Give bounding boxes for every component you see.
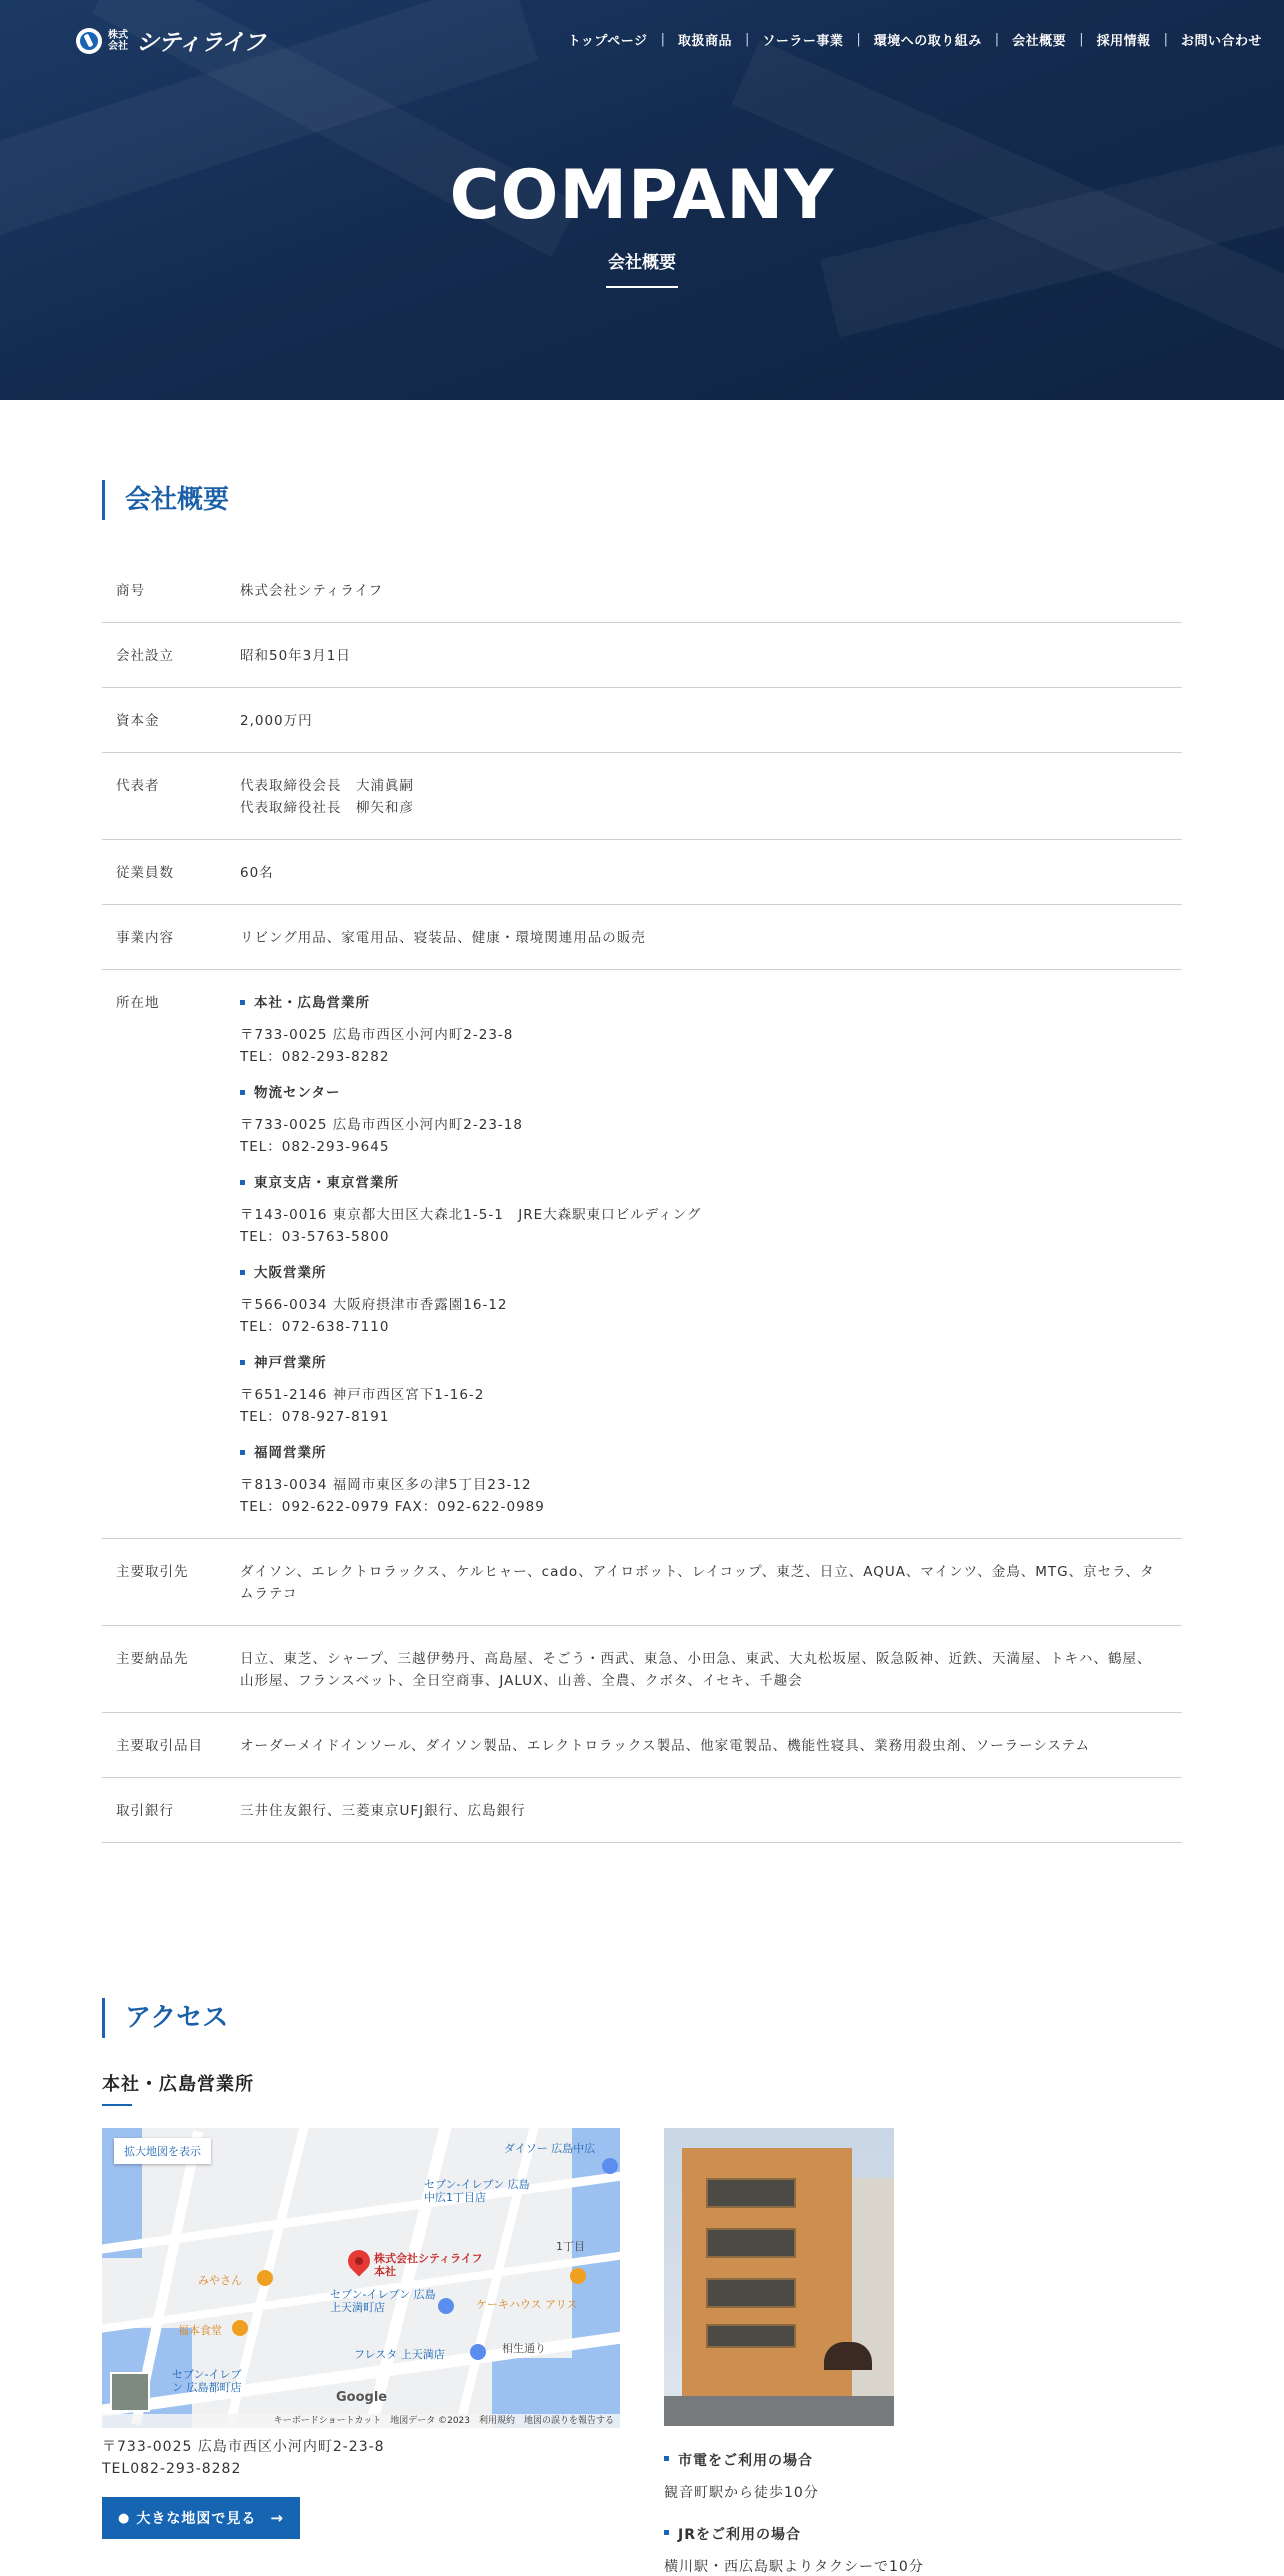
access-heading: アクセス [102, 1998, 228, 2038]
map-place-label: セブン-イレブン 広島上天満町店 [330, 2288, 436, 2314]
building-photo [664, 2128, 894, 2426]
office-address: 〒733-0025 広島市西区小河内町2-23-18 [240, 1117, 523, 1133]
row-label: 取引銀行 [116, 1803, 174, 1819]
satellite-toggle[interactable] [110, 2372, 150, 2412]
row-label: 代表者 [116, 778, 160, 794]
row-value [240, 992, 1182, 1518]
table-row [102, 623, 1182, 688]
logo-text: シティライフ [136, 30, 265, 56]
office-block [240, 992, 1162, 1068]
row-label: 商号 [116, 583, 145, 599]
row-text: 2,000万円 [240, 713, 313, 729]
office-tel: TEL：03-5763-5800 [240, 1229, 390, 1245]
shop-icon[interactable] [438, 2298, 454, 2314]
arrow-right-icon: → [270, 2509, 284, 2527]
access-tel-line: TEL082-293-8282 [102, 2461, 242, 2477]
embedded-map[interactable] [102, 2128, 620, 2428]
nav-products[interactable]: 取扱商品 [677, 34, 732, 49]
restaurant-icon[interactable] [257, 2270, 273, 2286]
nav-environment[interactable]: 環境への取り組み [873, 34, 982, 49]
photo-window [706, 2178, 796, 2208]
map-area-label: 1丁目 [556, 2240, 585, 2253]
logo-mark-icon [76, 28, 102, 54]
row-label: 主要取引品目 [116, 1738, 203, 1754]
photo-street [664, 2396, 894, 2426]
nav-separator: | [994, 32, 1000, 47]
nav-recruit[interactable]: 採用情報 [1096, 34, 1151, 49]
expand-map-button[interactable]: 拡大地図を表示 [114, 2138, 211, 2164]
row-value [240, 862, 1182, 884]
row-text: 代表取締役会長 大浦眞嗣 [240, 778, 414, 794]
row-text: 日立、東芝、シャープ、三越伊勢丹、高島屋、そごう・西武、東急、小田急、東武、大丸松坂屋、阪急阪神、近鉄、天満屋、トキハ、鶴屋、山形屋、フランスベット、全日空商事、JALUX、山善、全農、クボタ、イセキ、千趣会 [240, 1651, 1152, 1689]
row-text: 株式会社シティライフ [240, 583, 384, 599]
row-text: リビング用品、家電用品、寝装品、健康・環境関連用品の販売 [240, 930, 646, 946]
office-tel: TEL：092-622-0979 FAX：092-622-0989 [240, 1499, 545, 1515]
office-block [240, 1442, 1162, 1518]
nav-separator: | [856, 32, 861, 47]
shop-icon[interactable] [470, 2344, 486, 2360]
row-value [240, 775, 1182, 819]
photo-window [706, 2228, 796, 2258]
table-row [102, 905, 1182, 970]
row-text: オーダーメイドインソール、ダイソン製品、エレクトロラックス製品、他家電製品、機能性寝具、業務用殺虫剤、ソーラーシステム [240, 1738, 1090, 1754]
photo-awning [824, 2342, 872, 2370]
row-value [240, 1561, 1182, 1605]
hero-title: COMPANY [449, 156, 835, 235]
row-value [240, 1800, 1182, 1822]
map-road-label: 相生通り [502, 2342, 546, 2355]
hero-header [0, 0, 1284, 400]
site-logo[interactable] [76, 24, 265, 57]
restaurant-icon[interactable] [570, 2268, 586, 2284]
map-place-label: ケーキハウス アリス [476, 2298, 578, 2311]
office-address: 〒733-0025 広島市西区小河内町2-23-8 [240, 1027, 514, 1043]
row-label: 所在地 [116, 995, 160, 1011]
office-name: 東京支店・東京営業所 [240, 1172, 1162, 1194]
nav-company[interactable]: 会社概要 [1012, 34, 1067, 49]
nav-separator: | [1163, 32, 1168, 47]
row-text: 代表取締役社長 柳矢和彦 [240, 800, 414, 816]
table-row [102, 1626, 1182, 1713]
table-row [102, 558, 1182, 623]
map-place-label: ダイソー 広島中広 [504, 2142, 596, 2155]
office-block [240, 1172, 1162, 1248]
row-value [240, 710, 1182, 732]
map-place-label: みやさん [198, 2274, 242, 2287]
row-value [240, 1735, 1182, 1757]
office-block [240, 1352, 1162, 1428]
access-address-line: 〒733-0025 広島市西区小河内町2-23-8 [102, 2439, 385, 2455]
table-row [102, 1778, 1182, 1843]
access-address [102, 2436, 385, 2480]
row-text: ダイソン、エレクトロラックス、ケルヒャー、cado、アイロボット、レイコップ、東芝、日立、AQUA、マインツ、金鳥、MTG、京セラ、タムラテコ [240, 1564, 1155, 1602]
office-tel: TEL：078-927-8191 [240, 1409, 390, 1425]
global-nav [568, 30, 1262, 49]
row-label: 主要納品先 [116, 1651, 189, 1667]
table-row [102, 1539, 1182, 1626]
office-name: 本社・広島営業所 [240, 992, 1162, 1014]
map-place-label: フレスタ 上天満店 [354, 2348, 445, 2361]
row-value [240, 1648, 1182, 1692]
nav-solar[interactable]: ソーラー事業 [762, 34, 844, 49]
nav-separator: | [1079, 32, 1084, 47]
access-title-underline [102, 2104, 132, 2106]
transport-text: 横川駅・西広島駅よりタクシーで10分 [664, 2559, 924, 2575]
row-value [240, 645, 1182, 667]
office-name: 神戸営業所 [240, 1352, 1162, 1374]
map-place-label: 福本食堂 [178, 2324, 222, 2337]
row-text: 60名 [240, 865, 274, 881]
row-text: 昭和50年3月1日 [240, 648, 351, 664]
google-logo: Google [336, 2390, 388, 2405]
table-row-locations [102, 970, 1182, 1539]
table-row [102, 840, 1182, 905]
row-label: 事業内容 [116, 930, 174, 946]
logo-company-type: 株式会社 [108, 29, 128, 52]
hero-underline [606, 286, 678, 288]
office-address: 〒813-0034 福岡市東区多の津5丁目23-12 [240, 1477, 532, 1493]
office-tel: TEL：082-293-8282 [240, 1049, 390, 1065]
office-address: 〒566-0034 大阪府摂津市香露園16-12 [240, 1297, 508, 1313]
office-tel: TEL：072-638-7110 [240, 1319, 390, 1335]
big-map-button[interactable] [102, 2497, 300, 2539]
big-map-button-label: 大きな地図で見る [136, 2511, 257, 2527]
row-text: 三井住友銀行、三菱東京UFJ銀行、広島銀行 [240, 1803, 526, 1819]
location-pin-icon[interactable] [343, 2245, 374, 2276]
nav-top[interactable]: トップページ [567, 34, 648, 49]
row-label: 会社設立 [116, 648, 174, 664]
overview-heading: 会社概要 [102, 480, 229, 520]
office-address: 〒651-2146 神戸市西区宮下1-16-2 [240, 1387, 485, 1403]
row-label: 資本金 [116, 713, 160, 729]
hero-subtitle: 会社概要 [608, 253, 676, 273]
row-value [240, 927, 1182, 949]
nav-separator: | [660, 32, 665, 47]
map-place-label: セブン-イレブン 広島都町店 [172, 2368, 242, 2394]
table-row [102, 753, 1182, 840]
office-tel: TEL：082-293-9645 [240, 1139, 390, 1155]
map-place-label: セブン-イレブン 広島中広1丁目店 [424, 2178, 530, 2204]
office-name: 物流センター [240, 1082, 1162, 1104]
table-row [102, 1713, 1182, 1778]
restaurant-icon[interactable] [232, 2320, 248, 2336]
office-name: 大阪営業所 [240, 1262, 1162, 1284]
row-label: 従業員数 [116, 865, 174, 881]
office-address: 〒143-0016 東京都大田区大森北1-5-1 JRE大森駅東口ビルディング [240, 1207, 702, 1223]
map-footer[interactable]: キーボードショートカット 地図データ ©2023 利用規約 地図の誤りを報告する [102, 2414, 620, 2428]
access-office-title: 本社・広島営業所 [102, 2074, 254, 2095]
transport-title: 市電をご利用の場合 [664, 2450, 813, 2470]
photo-neighbor-building [852, 2178, 894, 2408]
nav-contact[interactable]: お問い合わせ [1180, 34, 1262, 49]
shop-icon[interactable] [602, 2158, 618, 2174]
transport-text: 観音町駅から徒歩10分 [664, 2485, 819, 2501]
nav-separator: | [744, 32, 750, 47]
office-name: 福岡営業所 [240, 1442, 1162, 1464]
transport-title: JRをご利用の場合 [664, 2524, 801, 2544]
table-row [102, 688, 1182, 753]
office-block [240, 1082, 1162, 1158]
row-label: 主要取引先 [116, 1564, 189, 1580]
map-marker-label: 株式会社シティライフ 本社 [374, 2252, 483, 2278]
row-value [240, 580, 1182, 602]
office-block [240, 1262, 1162, 1338]
company-info-table [102, 558, 1182, 1843]
map-pin-icon: ● [118, 2510, 131, 2526]
photo-window [706, 2324, 796, 2348]
photo-window [706, 2278, 796, 2308]
